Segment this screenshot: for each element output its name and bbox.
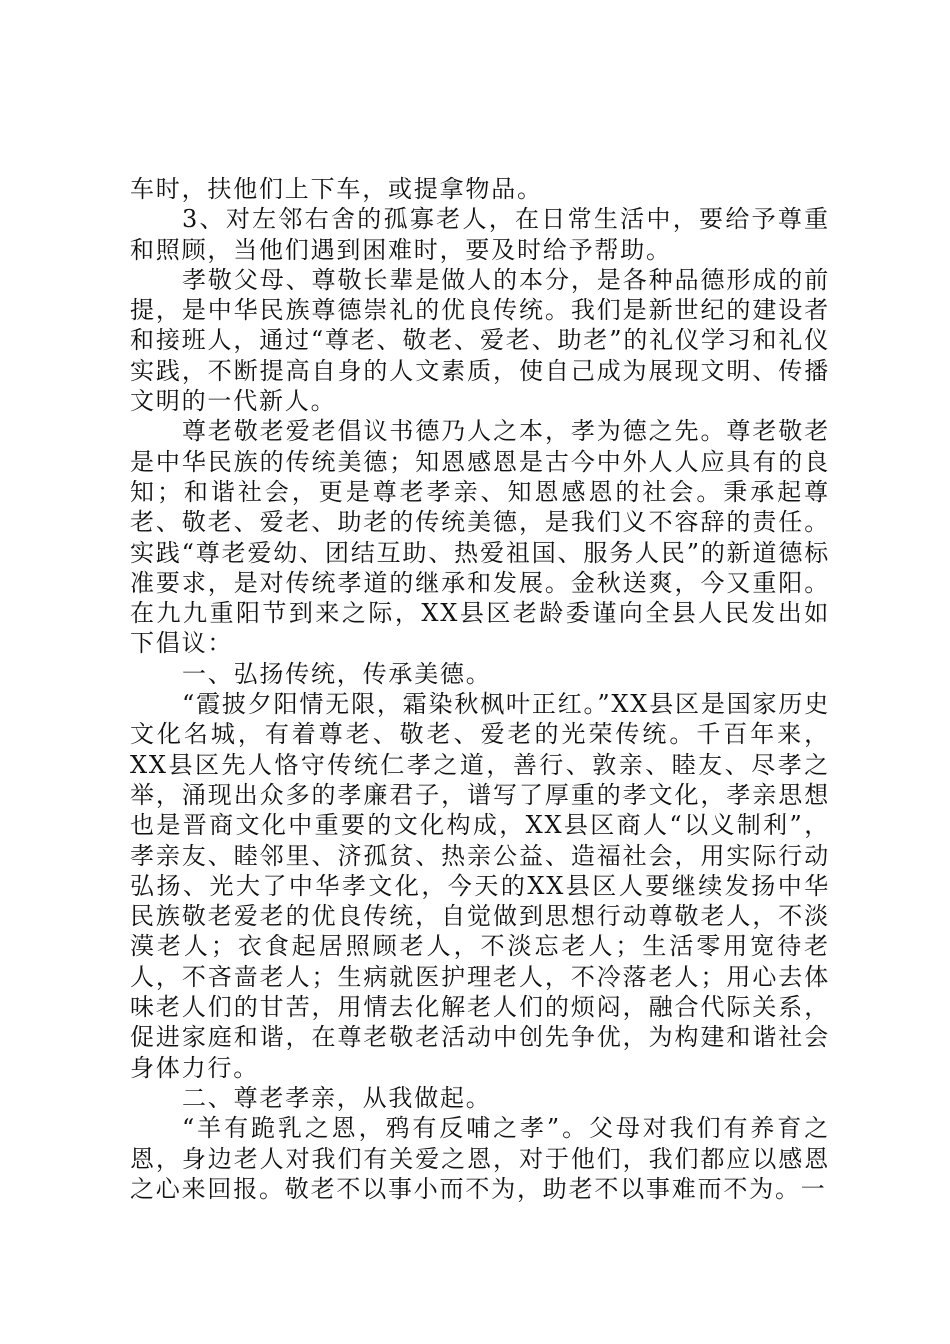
- paragraph-section-2: “羊有跪乳之恩，鸦有反哺之孝”。父母对我们有养育之恩，身边老人对我们有关爱之恩，对于他们，我们都应以感恩之心来回报。敬老不以事小而不为，助老不以事难而不为。一: [130, 1114, 830, 1203]
- paragraph-proposal-intro: 尊老敬老爱老倡议书德乃人之本，孝为德之先。尊老敬老是中华民族的传统美德；知恩感恩是古今中外人人应具有的良知；和谐社会，更是尊老孝亲、知恩感恩的社会。秉承起尊老、敬老、爱老、助老的传统美德，是我们义不容辞的责任。实践“尊老爱幼、团结互助、热爱祖国、服务人民”的新道德标准要求，是对传统孝道的继承和发展。金秋送爽，今又重阳。在九九重阳节到来之际，XX县区老龄委谨向全县人民发出如下倡议：: [130, 417, 830, 658]
- paragraph-filial-piety: 孝敬父母、尊敬长辈是做人的本分，是各种品德形成的前提，是中华民族尊德崇礼的优良传统。我们是新世纪的建设者和接班人，通过“尊老、敬老、爱老、助老”的礼仪学习和礼仪实践，不断提高自身的人文素质，使自己成为展现文明、传播文明的一代新人。: [130, 265, 830, 416]
- section-heading-1: 一、弘扬传统，传承美德。: [182, 659, 492, 688]
- paragraph-section-1: “霞披夕阳情无限，霜染秋枫叶正红。”XX县区是国家历史文化名城，有着尊老、敬老、爱老的光荣传统。千百年来，XX县区先人恪守传统仁孝之道，善行、敦亲、睦友、尽孝之举，涌现出众多的孝廉君子，谱写了厚重的孝文化，孝亲思想也是晋商文化中重要的文化构成，XX县区商人“以义制利”，孝亲友、睦邻里、济孤贫、热亲公益、造福社会，用实际行动弘扬、光大了中华孝文化，今天的XX县区人要继续发扬中华民族敬老爱老的优良传统，自觉做到思想行动尊敬老人，不淡漠老人；衣食起居照顾老人，不淡忘老人；生活零用宽待老人，不吝啬老人；生病就医护理老人，不冷落老人；用心去体味老人们的甘苦，用情去化解老人们的烦闷，融合代际关系，促进家庭和谐，在尊老敬老活动中创先争优，为构建和谐社会身体力行。: [130, 690, 830, 1082]
- paragraph-item-3: 3、对左邻右舍的孤寡老人，在日常生活中，要给予尊重和照顾，当他们遇到困难时，要及时给予帮助。: [130, 205, 830, 264]
- paragraph-continuation: 车时，扶他们上下车，或提拿物品。: [130, 175, 543, 203]
- section-heading-2: 二、尊老孝亲，从我做起。: [182, 1083, 492, 1112]
- document-body: [130, 174, 830, 1204]
